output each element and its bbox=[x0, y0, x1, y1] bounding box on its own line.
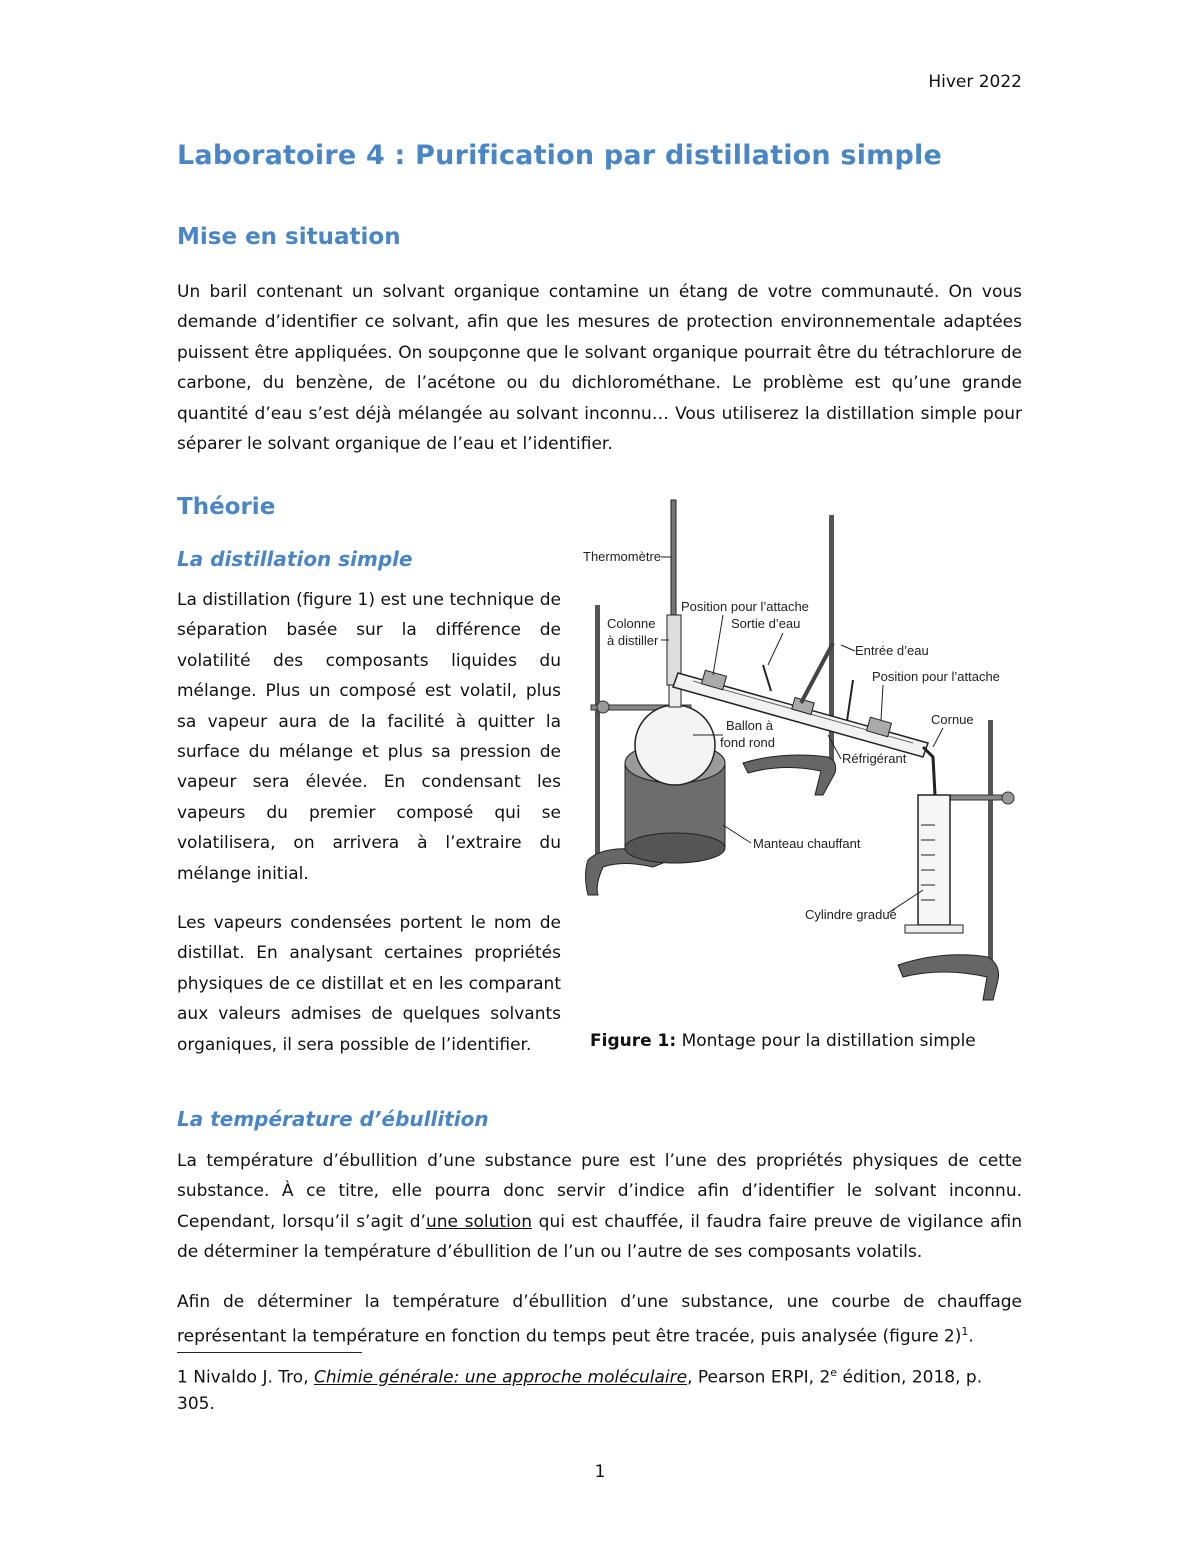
label-sortie-eau: Sortie d’eau bbox=[731, 616, 801, 631]
document-title: Laboratoire 4 : Purification par distillation simple bbox=[177, 140, 942, 171]
paragraph-temperature-1 bbox=[177, 1146, 1022, 1268]
label-a-distiller: à distiller bbox=[607, 633, 659, 648]
caption-text: Montage pour la distillation simple bbox=[676, 1031, 976, 1051]
heading-temperature-ebullition: La température d’ébullition bbox=[177, 1107, 489, 1131]
paragraph-distillation-1: La distillation (figure 1) est une technique de séparation basée sur la différence de volatilité des composants liquides du mélange. Plus un composé est volatil, plus sa vapeur aura de la facilité à quitter la surface du mélange et plus sa pression de vapeur sera élevée. En condensant les vapeurs du premier composé qui se volatilisera, on arrivera à l’extraire du mélange initial. bbox=[177, 590, 561, 884]
header-date: Hiver 2022 bbox=[928, 72, 1022, 92]
paragraph-mise-en-situation: Un baril contenant un solvant organique contamine un étang de votre communauté. On vous demande d’identifier ce solvant, afin que les mesures de protection environnementale adaptées puissent être appliquées. On soupçonne que le solvant organique pourrait être du tétrachlorure de carbone, du benzène, de l’acétone ou du dichlorométhane. Le problème est qu’une grande quantité d’eau s’est déjà mélangée au solvant inconnu… Vous utiliserez la distillation simple pour séparer le solvant organique de l’eau et l’identifier. bbox=[177, 282, 1022, 455]
label-position-attache-2: Position pour l’attache bbox=[872, 669, 1000, 684]
footnote-year: édition, 2018, p. 305. bbox=[177, 1367, 983, 1414]
heading-distillation-simple: La distillation simple bbox=[177, 547, 413, 571]
footnote-book-title[interactable]: Chimie générale: une approche moléculaire bbox=[314, 1367, 688, 1388]
heading-theorie: Théorie bbox=[177, 494, 276, 520]
link-une-solution[interactable]: une solution bbox=[425, 1211, 532, 1232]
label-fond-rond: fond rond bbox=[720, 735, 775, 750]
label-colonne: Colonne bbox=[607, 616, 656, 631]
distillation-figure bbox=[583, 495, 1028, 1005]
label-thermometre: Thermomètre bbox=[583, 549, 662, 564]
caption-label: Figure 1: bbox=[590, 1031, 677, 1051]
paragraph-temperature-2 bbox=[177, 1287, 1022, 1352]
page-number: 1 bbox=[594, 1462, 606, 1482]
heading-mise-en-situation: Mise en situation bbox=[177, 224, 401, 250]
footnote-number: 1 bbox=[177, 1367, 188, 1388]
distillation-apparatus-diagram bbox=[583, 495, 1028, 1005]
figure-caption bbox=[590, 1031, 976, 1051]
paragraph-temperature-2-end: . bbox=[968, 1327, 974, 1348]
label-manteau-chauffant: Manteau chauffant bbox=[753, 836, 861, 851]
footnote-publisher: , Pearson ERPI, 2 bbox=[687, 1367, 831, 1388]
footnote bbox=[177, 1360, 1022, 1417]
label-cornue: Cornue bbox=[931, 712, 974, 727]
label-entree-eau: Entrée d’eau bbox=[855, 643, 929, 658]
paragraph-temperature-2-text: Afin de déterminer la température d’ébullition d’une substance, une courbe de chauffage représentant la température en fonction du temps peut être tracée, puis analysée (figure 2) bbox=[177, 1292, 1022, 1348]
label-position-attache-1: Position pour l’attache bbox=[681, 599, 809, 614]
label-ballon: Ballon à bbox=[726, 718, 773, 733]
label-cylindre-gradue: Cylindre gradué bbox=[805, 907, 897, 922]
paragraph-distillation-2: Les vapeurs condensées portent le nom de distillat. En analysant certaines propriétés physiques de ce distillat et en les comparant aux valeurs admises de quelques solvants organiques, il sera possible de l’identifier. bbox=[177, 913, 561, 1055]
footnote-author: Nivaldo J. Tro, bbox=[187, 1367, 314, 1388]
paragraph-temperature-1-part-a: La température d’ébullition d’une substance pure est l’une des propriétés physiques de cette substance. À ce titre, elle pourra donc servir d’indice afin d’identifier le solvant inconnu. Cependant, lorsqu’il s’agit d’ bbox=[177, 1151, 1022, 1232]
footnote-reference[interactable]: 1 bbox=[961, 1325, 969, 1339]
paragraph-temperature-1-part-b: qui est chauffée, il faudra faire preuve de vigilance afin de déterminer la température d’ébullition de l’un ou l’autre de ses composants volatils. bbox=[177, 1211, 1022, 1263]
footnote-separator bbox=[177, 1352, 362, 1353]
footnote-edition-sup: e bbox=[830, 1366, 838, 1379]
label-refrigerant: Réfrigérant bbox=[842, 751, 907, 766]
